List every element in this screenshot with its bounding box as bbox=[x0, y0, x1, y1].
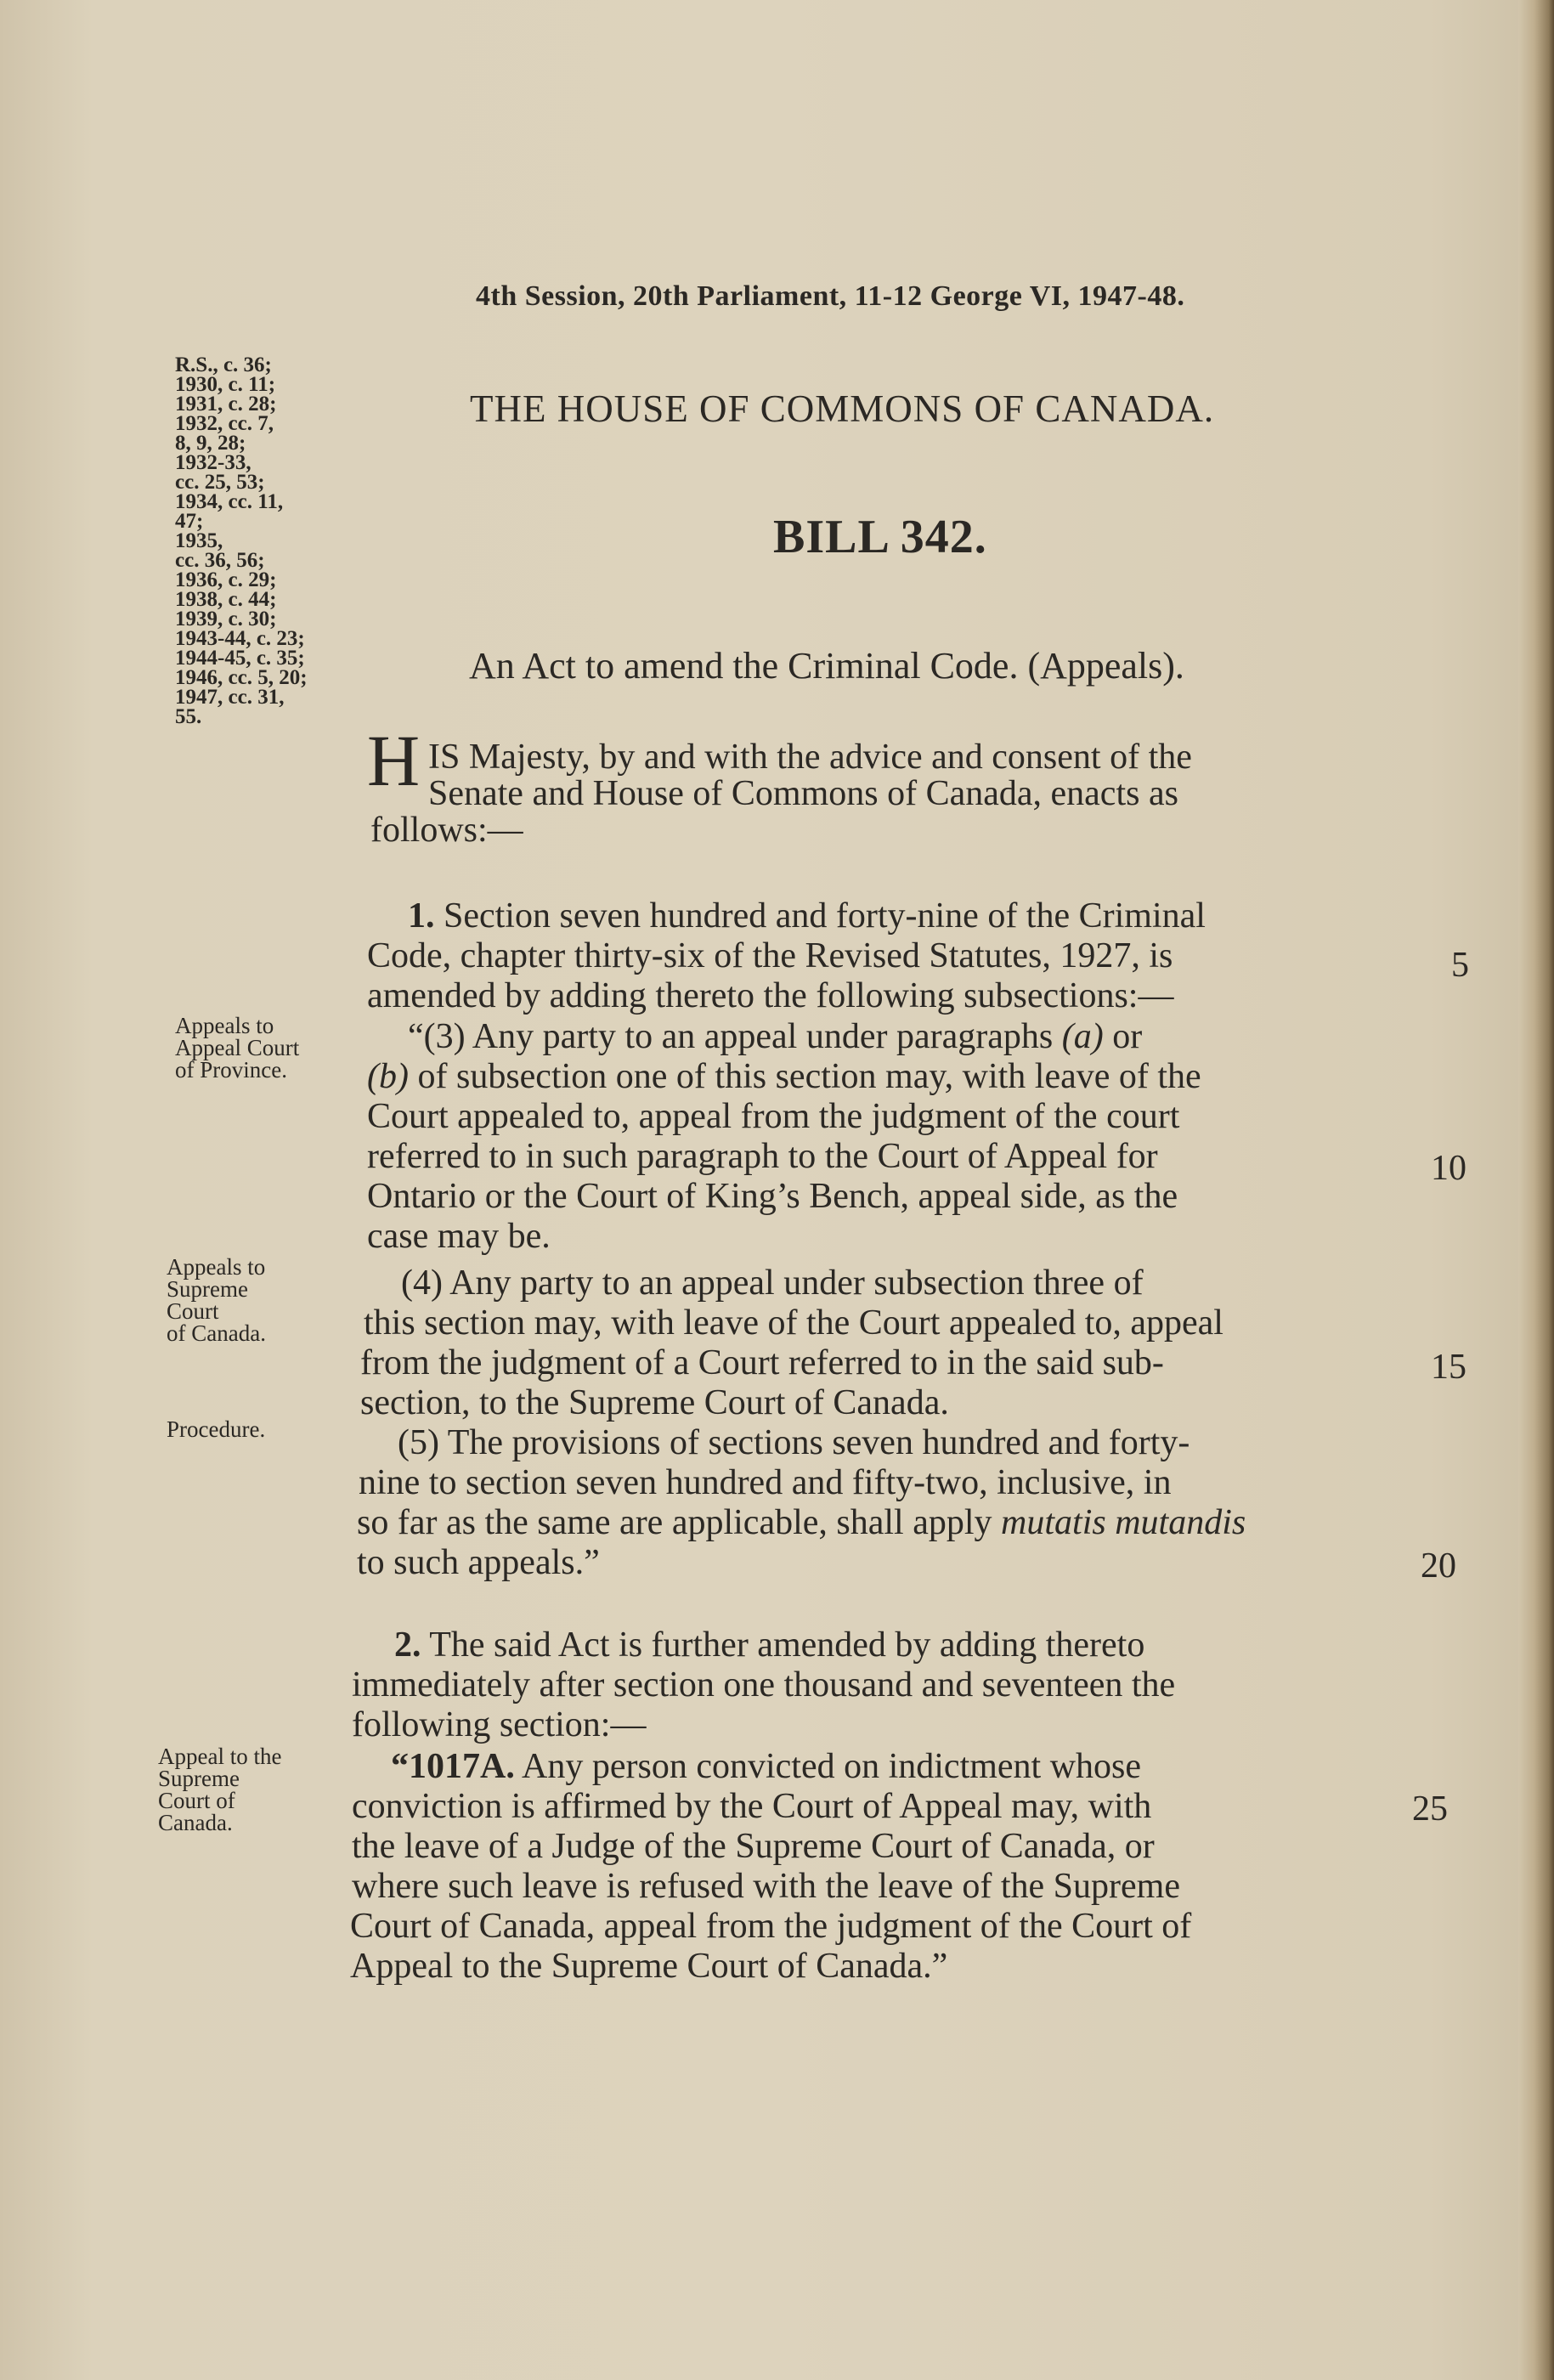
section-1017a-line: where such leave is refused with the leave of the Supreme bbox=[352, 1867, 1180, 1906]
side-note-line: Appeals to bbox=[167, 1254, 266, 1280]
citation-line: 1947, cc. 31, bbox=[175, 686, 285, 709]
citation-line: 1932, cc. 7, bbox=[175, 412, 274, 435]
section-2-line: immediately after section one thousand and seventeen the bbox=[352, 1665, 1176, 1704]
citation-line: cc. 25, 53; bbox=[175, 471, 265, 494]
side-note-line: Procedure. bbox=[167, 1416, 266, 1442]
side-note-appeals-supreme bbox=[167, 1256, 266, 1344]
side-note-line: Appeals to bbox=[175, 1013, 274, 1038]
subsection-5-line: to such appeals.” bbox=[357, 1543, 600, 1582]
citation-line: 1932-33, bbox=[175, 451, 251, 474]
paragraph-b-ref: (b) bbox=[367, 1057, 409, 1096]
section-1-line: Code, chapter thirty-six of the Revised Statutes, 1927, is bbox=[367, 936, 1173, 975]
subsection-3-line: case may be. bbox=[367, 1217, 551, 1256]
section-2-text: Any person convicted on indictment whose bbox=[522, 1747, 1142, 1786]
subsection-5-line: (5) The provisions of sections seven hundred and forty- bbox=[398, 1423, 1190, 1462]
citation-line: R.S., c. 36; bbox=[175, 353, 272, 376]
statute-citations bbox=[175, 355, 379, 726]
section-1-text: “(3) Any party to an appeal under paragraphs bbox=[408, 1017, 1054, 1056]
citation-line: 1938, c. 44; bbox=[175, 588, 277, 611]
bill-title: An Act to amend the Criminal Code. (Appeals). bbox=[469, 645, 1184, 687]
citation-line: 1931, c. 28; bbox=[175, 393, 277, 416]
section-1-text: of subsection one of this section may, with leave of the bbox=[417, 1057, 1201, 1096]
side-note-line: Appeal to the bbox=[158, 1744, 282, 1769]
line-number: 10 bbox=[1431, 1149, 1466, 1188]
enacting-line: follows:— bbox=[370, 811, 523, 850]
subsection-3-line: referred to in such paragraph to the Court of Appeal for bbox=[367, 1137, 1158, 1176]
subsection-4-line: from the judgment of a Court referred to in the said sub- bbox=[360, 1343, 1164, 1382]
citation-line: cc. 36, 56; bbox=[175, 549, 265, 572]
side-note-line: Court of bbox=[158, 1788, 235, 1813]
section-1-number: 1. bbox=[408, 896, 435, 936]
side-note-appeals-province bbox=[175, 1015, 299, 1081]
section-2-number: 2. bbox=[394, 1625, 421, 1665]
citation-line: 1946, cc. 5, 20; bbox=[175, 666, 308, 689]
subsection-4-line: (4) Any party to an appeal under subsection three of bbox=[401, 1263, 1144, 1303]
subsection-3-first-line bbox=[408, 1016, 1142, 1057]
latin-phrase: mutatis mutandis bbox=[1001, 1503, 1246, 1542]
citation-line: 1934, cc. 11, bbox=[175, 490, 284, 513]
section-1017-number: “1017 bbox=[391, 1747, 480, 1786]
citation-line: 1939, c. 30; bbox=[175, 608, 277, 630]
section-1017a-line: conviction is affirmed by the Court of Appeal may, with bbox=[352, 1787, 1152, 1826]
section-1017-suffix: A. bbox=[480, 1747, 515, 1786]
section-1017a-line: Appeal to the Supreme Court of Canada.” bbox=[350, 1947, 948, 1986]
section-1017a-first-line bbox=[391, 1746, 1141, 1787]
section-1-line: amended by adding thereto the following subsections:— bbox=[367, 976, 1174, 1015]
enacting-line: IS Majesty, by and with the advice and consent of the bbox=[428, 738, 1192, 777]
citation-line: 1944-45, c. 35; bbox=[175, 647, 305, 670]
side-note-line: of Canada. bbox=[167, 1320, 266, 1346]
side-note-appeal-supreme bbox=[158, 1745, 281, 1834]
citation-line: 1936, c. 29; bbox=[175, 568, 277, 591]
section-1-text: Section seven hundred and forty-nine of the Criminal bbox=[444, 896, 1206, 936]
citation-line: 8, 9, 28; bbox=[175, 432, 246, 455]
section-2-line: following section:— bbox=[352, 1705, 647, 1744]
line-number: 20 bbox=[1421, 1546, 1456, 1586]
citation-line: 1943-44, c. 23; bbox=[175, 627, 305, 650]
subsection-5-line: nine to section seven hundred and fifty-two, inclusive, in bbox=[359, 1463, 1172, 1502]
session-header: 4th Session, 20th Parliament, 11-12 George VI, 1947-48. bbox=[476, 280, 1185, 312]
section-1-text: or bbox=[1112, 1017, 1143, 1056]
subsection-3-line bbox=[367, 1056, 1201, 1097]
subsection-4-line: section, to the Supreme Court of Canada. bbox=[360, 1383, 949, 1422]
side-note-procedure bbox=[167, 1418, 265, 1440]
section-2-text: The said Act is further amended by adding thereto bbox=[429, 1625, 1145, 1665]
citation-line: 55. bbox=[175, 705, 202, 728]
side-note-line: Supreme bbox=[167, 1276, 248, 1302]
line-number: 5 bbox=[1451, 946, 1469, 985]
side-note-line: Court bbox=[167, 1298, 219, 1324]
citation-line: 1935, bbox=[175, 529, 223, 552]
drop-cap: H bbox=[367, 720, 421, 801]
section-2-first-line bbox=[394, 1625, 1144, 1665]
subsection-3-line: Ontario or the Court of King’s Bench, appeal side, as the bbox=[367, 1177, 1178, 1216]
subsection-3-line: Court appealed to, appeal from the judgment of the court bbox=[367, 1097, 1180, 1136]
side-note-line: Appeal Court bbox=[175, 1035, 300, 1060]
side-note-line: of Province. bbox=[175, 1057, 287, 1083]
side-note-line: Canada. bbox=[158, 1810, 233, 1835]
citation-line: 1930, c. 11; bbox=[175, 373, 276, 396]
line-number: 15 bbox=[1431, 1348, 1466, 1387]
side-note-line: Supreme bbox=[158, 1766, 240, 1791]
section-1017a-line: Court of Canada, appeal from the judgment of the Court of bbox=[350, 1907, 1192, 1946]
enacting-line: Senate and House of Commons of Canada, enacts as bbox=[428, 774, 1178, 813]
subsection-5-line bbox=[357, 1502, 1246, 1543]
section-1-text: so far as the same are applicable, shall apply bbox=[357, 1503, 992, 1542]
house-heading: THE HOUSE OF COMMONS OF CANADA. bbox=[470, 387, 1215, 430]
paragraph-a-ref: (a) bbox=[1061, 1017, 1104, 1056]
citation-line: 47; bbox=[175, 510, 204, 533]
section-1-first-line bbox=[408, 896, 1206, 936]
bill-number: BILL 342. bbox=[773, 511, 987, 563]
line-number: 25 bbox=[1412, 1789, 1448, 1829]
subsection-4-line: this section may, with leave of the Court appealed to, appeal bbox=[364, 1303, 1223, 1343]
section-1017a-line: the leave of a Judge of the Supreme Court of Canada, or bbox=[352, 1827, 1155, 1866]
page-edge-shadow bbox=[1518, 0, 1554, 2380]
